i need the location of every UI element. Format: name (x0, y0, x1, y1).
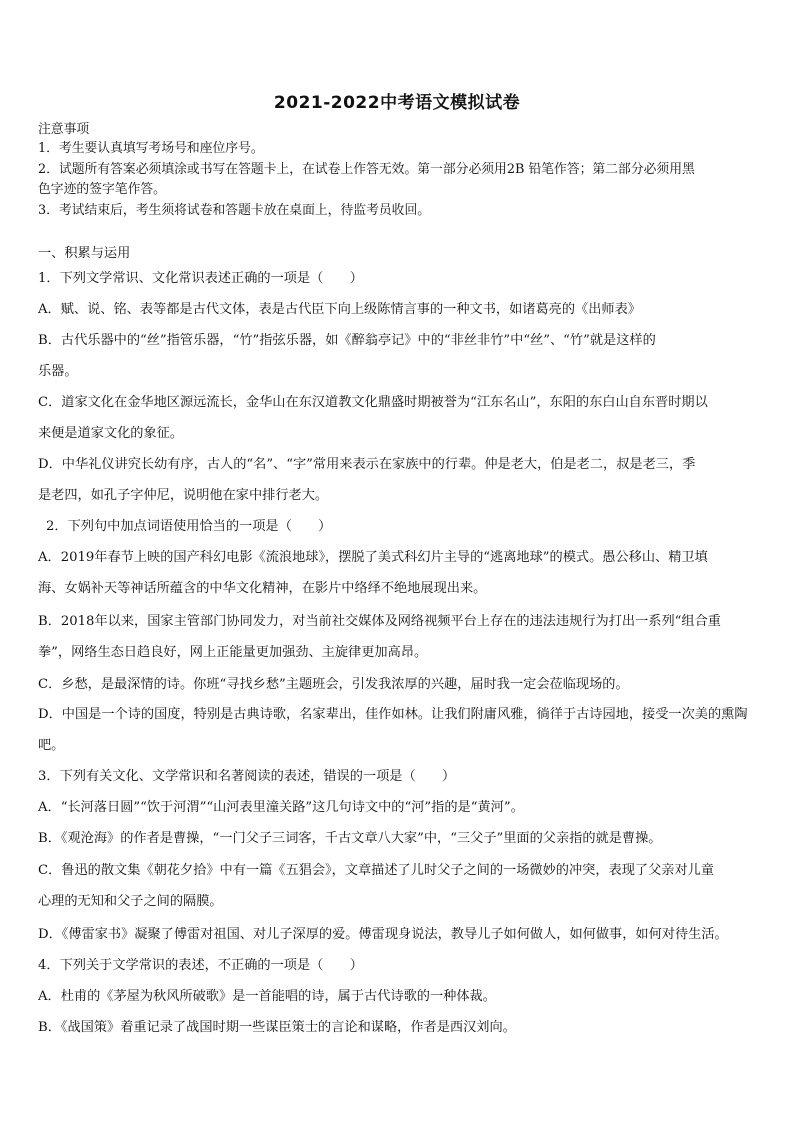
question-line: 3．下列有关文化、文学常识和名著阅读的表述，错误的一项是（ ） (38, 769, 456, 784)
question-line: A．2019年春节上映的国产科幻电影《流浪地球》，摆脱了美式科幻片主导的“逃离地球”的模式。愚公移山、精卫填 (38, 550, 708, 565)
question-line: 来便是道家文化的象征。 (38, 426, 184, 441)
question-line: B．古代乐器中的“丝”指管乐器，“竹”指弦乐器，如《醉翁亭记》中的“非丝非竹”中“丝”、“竹”就是这样的 (38, 333, 656, 348)
notice-item: 3．考试结束后，考生须将试卷和答题卡放在桌面上，待监考员收回。 (38, 203, 431, 218)
question-line: 吧。 (38, 738, 65, 753)
question-line: 1．下列文学常识、文化常识表述正确的一项是（ ） (38, 271, 363, 286)
question-line: 乐器。 (38, 364, 78, 379)
question-line: 2．下列句中加点词语使用恰当的一项是（ ） (46, 519, 332, 534)
question-line: C．鲁迅的散文集《朝花夕拾》中有一篇《五猖会》，文章描述了儿时父子之间的一场微妙的冲突，表现了父亲对儿童 (38, 863, 715, 878)
question-line: A．“长河落日圆”“饮于河渭”“山河表里潼关路”这几句诗文中的“河”指的是“黄河”。 (38, 800, 524, 815)
question-line: A．赋、说、铭、表等都是古代文体，表是古代臣下向上级陈情言事的一种文书，如诸葛亮的《出师表》 (38, 302, 641, 317)
question-line: C．乡愁，是最深情的诗。你班“寻找乡愁”主题班会，引发我浓厚的兴趣，届时我一定会莅临现场的。 (38, 677, 629, 692)
question-line: B．2018年以来，国家主管部门协同发力，对当前社交媒体及网络视频平台上存在的违法违规行为打出一系列“组合重 (38, 614, 721, 629)
question-line: A．杜甫的《茅屋为秋风所破歌》是一首能唱的诗，属于古代诗歌的一种体裁。 (38, 989, 496, 1004)
question-line: 是老四，如孔子字仲尼，说明他在家中排行老大。 (38, 488, 329, 503)
question-line: C．道家文化在金华地区源远流长，金华山在东汉道教文化鼎盛时期被誉为“江东名山”，东阳的东白山自东晋时期以 (38, 395, 708, 410)
notice-item: 1．考生要认真填写考场号和座位序号。 (38, 141, 264, 156)
question-line: D．中华礼仪讲究长幼有序，古人的“名”、“字”常用来表示在家族中的行辈。仲是老大，伯是老二，叔是老三，季 (38, 457, 696, 472)
question-line: 海、女娲补天等神话所蕴含的中华文化精神，在影片中络绎不绝地展现出来。 (38, 581, 487, 596)
question-line: D．中国是一个诗的国度，特别是古典诗歌，名家辈出，佳作如林。让我们附庸风雅，徜徉于古诗园地，接受一次美的熏陶 (38, 707, 748, 722)
question-line: 4．下列关于文学常识的表述，不正确的一项是（ ） (38, 958, 363, 973)
page-title: 2021-2022中考语文模拟试卷 (273, 93, 521, 113)
question-line: B．《战国策》着重记录了战国时期一些谋臣策士的言论和谋略，作者是西汉刘向。 (38, 1020, 516, 1035)
section-heading: 一、积累与运用 (38, 246, 131, 261)
question-line: 拳”，网络生态日趋良好，网上正能量更加强劲、主旋律更加高昂。 (38, 645, 428, 660)
question-line: 心理的无知和父子之间的隔膜。 (38, 894, 223, 909)
notice-heading: 注意事项 (38, 122, 90, 137)
notice-item: 色字迹的签字笔作答。 (38, 182, 166, 197)
question-line: B．《观沧海》的作者是曹操，“一门父子三词客，千古文章八大家”中，“三父子”里面的父亲指的就是曹操。 (38, 831, 662, 846)
notice-item: 2．试题所有答案必须填涂或书写在答题卡上，在试卷上作答无效。第一部分必须用2B 铅笔作答；第二部分必须用黑 (38, 162, 695, 177)
question-line: D．《傅雷家书》凝聚了傅雷对祖国、对儿子深厚的爱。傅雷现身说法，教导儿子如何做人，如何做事，如何对待生活。 (38, 927, 728, 942)
